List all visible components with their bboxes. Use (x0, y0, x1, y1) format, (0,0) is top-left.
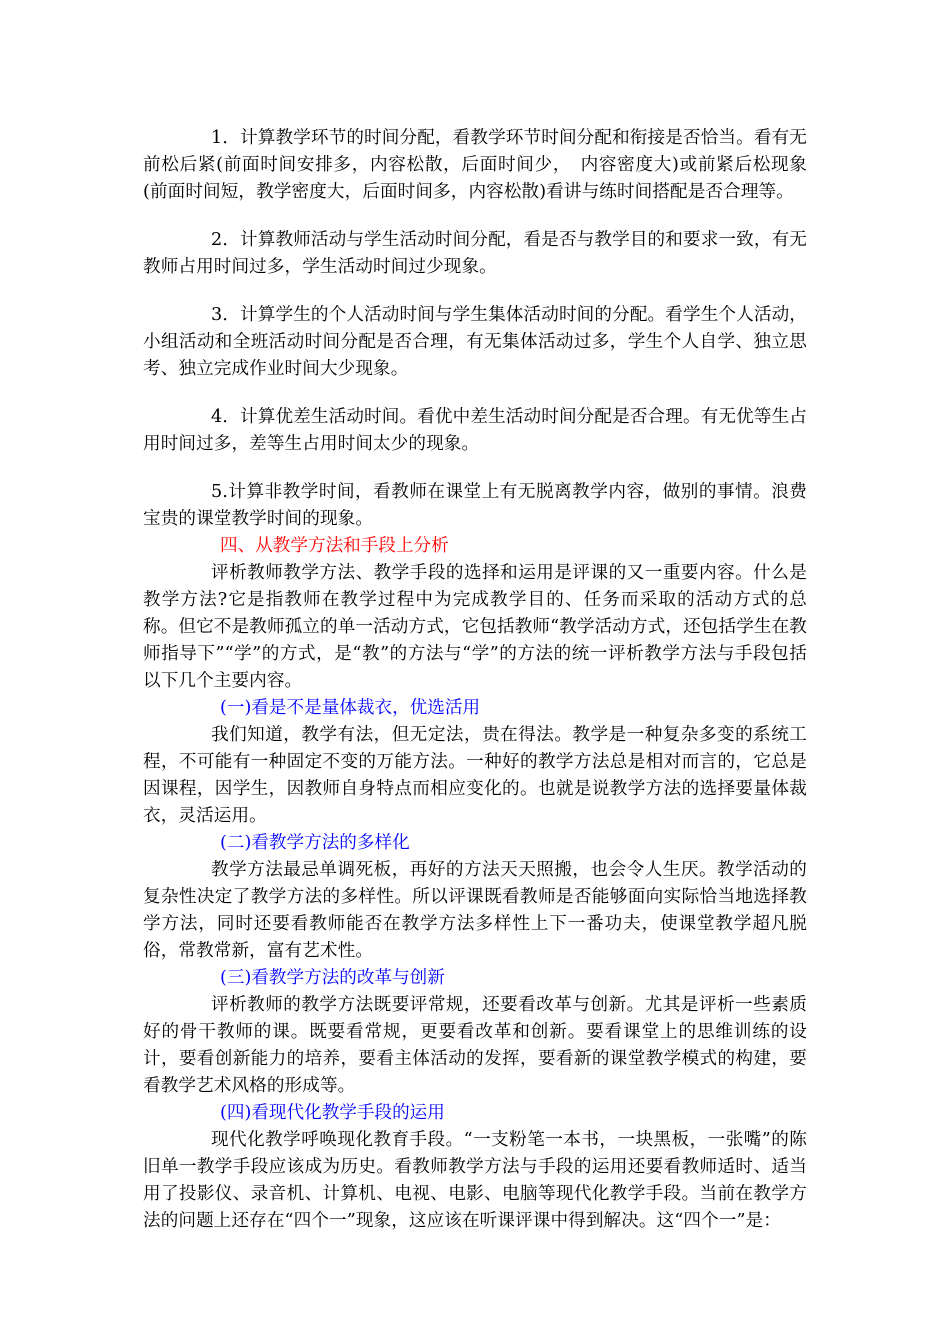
methods-intro: 评析教师教学方法、教学手段的选择和运用是评课的又一重要内容。什么是教学方法?它是指教师在教学过程中为完成教学目的、任务而采取的活动方式的总称。但它不是教师孤立的单一活动方式，它包括教师“教学活动方式，还包括学生在教师指导下”“学”的方式，是“教”的方法与“学”的方法的统一评析教学方法与手段包括以下几个主要内容。 (143, 563, 807, 691)
paragraph-modern-means: 现代化教学呼唤现化教育手段。“一支粉笔一本书，一块黑板，一张嘴”的陈旧单一教学手段应该成为历史。看教师教学方法与手段的运用还要看教师适时、适当用了投影仪、录音机、计算机、电视、电影、电脑等现代化教学手段。当前在教学方法的问题上还存在“四个一”现象，这应该在听课评课中得到解决。这“四个一”是： (143, 1130, 807, 1231)
paragraph-innovation: 评析教师的教学方法既要评常规，还要看改革与创新。尤其是评析一些素质好的骨干教师的课。既要看常规，更要看改革和创新。要看课堂上的思维训练的设计，要看创新能力的培养，要看主体活动的发挥，要看新的课堂教学模式的构建，要看教学艺术风格的形成等。 (143, 995, 807, 1096)
time-item-3: 3．计算学生的个人活动时间与学生集体活动时间的分配。看学生个人活动，小组活动和全班活动时间分配是否合理，有无集体活动过多，学生个人自学、独立思考、独立完成作业时间大少现象。 (143, 305, 807, 379)
time-item-4: 4．计算优差生活动时间。看优中差生活动时间分配是否合理。有无优等生占用时间过多，差等生占用时间太少的现象。 (143, 407, 807, 454)
subheading-modern-means: (四)看现代化教学手段的运用 (220, 1103, 445, 1123)
subheading-innovation: (三)看教学方法的改革与创新 (220, 968, 445, 988)
subheading-tailored: (一)看是不是量体裁衣，优选活用 (220, 698, 481, 718)
subheading-diversity: (二)看教学方法的多样化 (220, 833, 410, 853)
time-item-5: 5.计算非教学时间，看教师在课堂上有无脱离教学内容，做别的事情。浪费宝贵的课堂教学时间的现象。 (143, 482, 807, 529)
time-item-1: 1．计算教学环节的时间分配，看教学环节时间分配和衔接是否恰当。看有无前松后紧(前面时间安排多，内容松散，后面时间少， 内容密度大)或前紧后松现象(前面时间短，教学密度大，后面时间多，内容松散)看讲与练时间搭配是否合理等。 (143, 128, 807, 202)
paragraph-tailored: 我们知道，教学有法，但无定法，贵在得法。教学是一种复杂多变的系统工程，不可能有一种固定不变的万能方法。一种好的教学方法总是相对而言的，它总是因课程，因学生，因教师自身特点而相应变化的。也就是说教学方法的选择要量体裁衣，灵活运用。 (143, 725, 807, 826)
time-item-2: 2．计算教师活动与学生活动时间分配，看是否与教学目的和要求一致，有无教师占用时间过多，学生活动时间过少现象。 (143, 230, 807, 277)
section-heading-methods: 四、从教学方法和手段上分析 (220, 536, 449, 556)
document-page (143, 125, 807, 1235)
paragraph-diversity: 教学方法最忌单调死板，再好的方法天天照搬，也会令人生厌。教学活动的复杂性决定了教学方法的多样性。所以评课既看教师是否能够面向实际恰当地选择教学方法，同时还要看教师能否在教学方法多样性上下一番功夫，使课堂教学超凡脱俗，常教常新，富有艺术性。 (143, 860, 807, 961)
